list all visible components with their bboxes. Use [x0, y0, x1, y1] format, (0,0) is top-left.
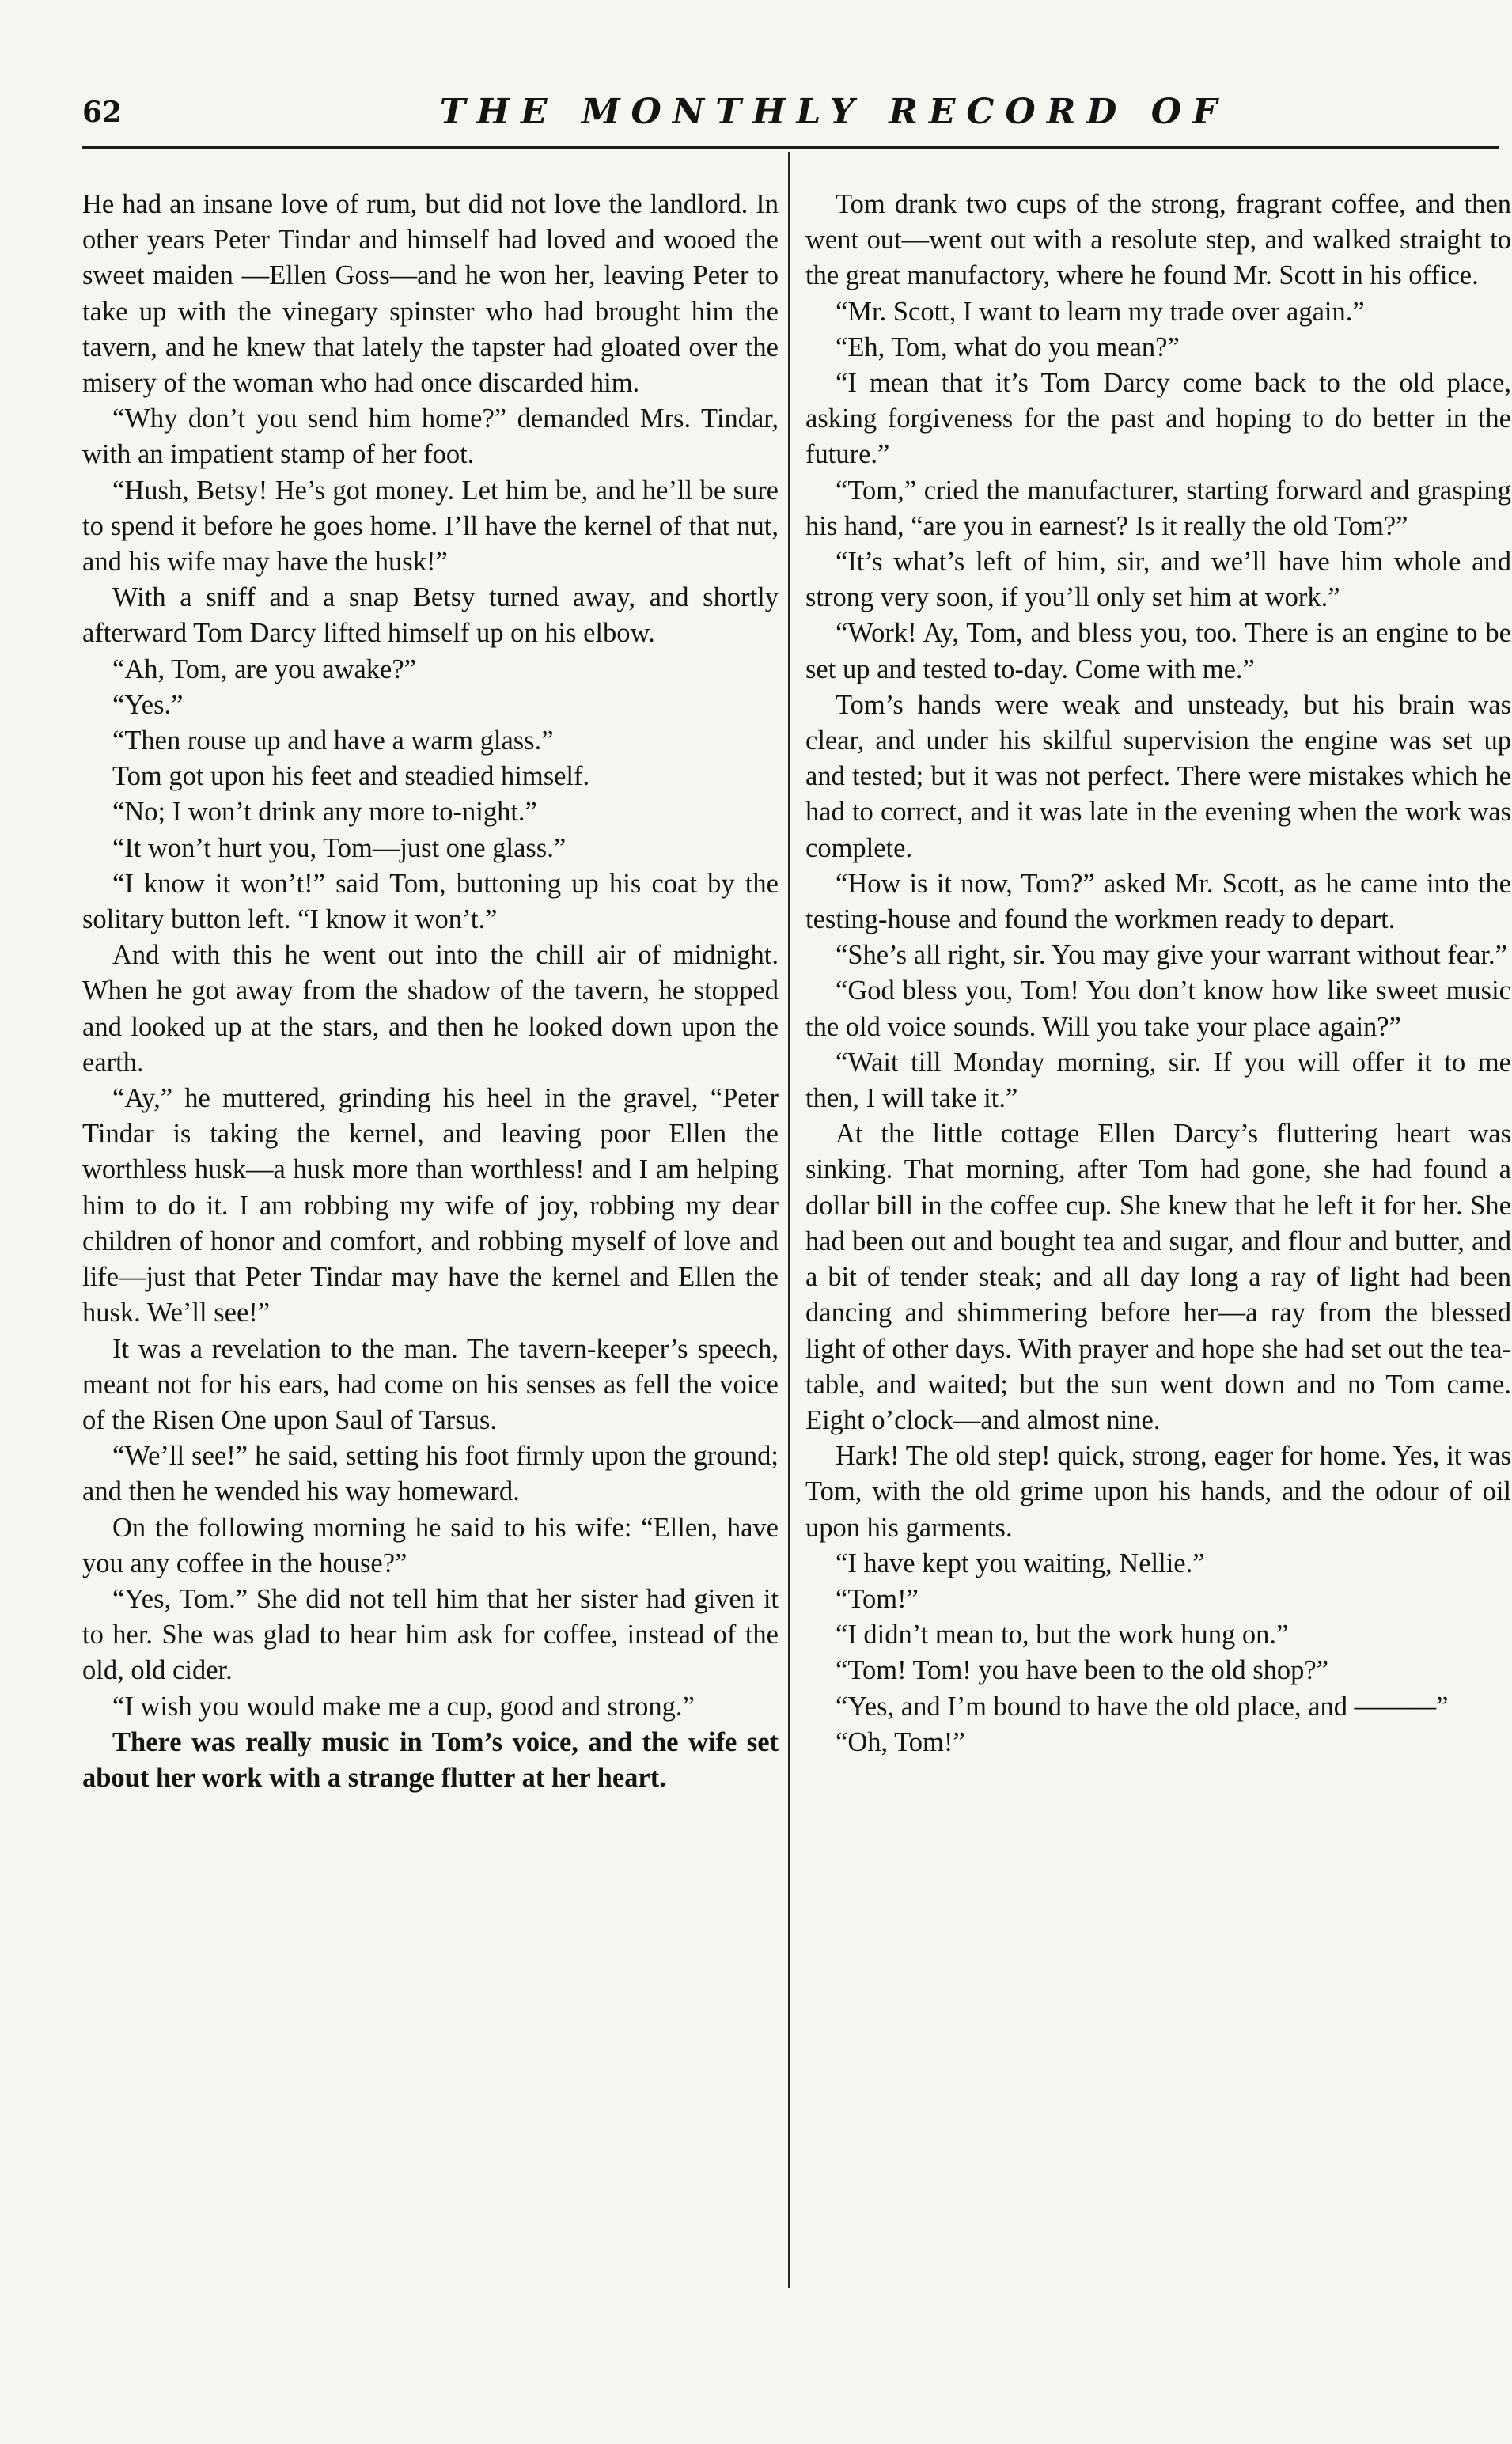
paragraph: “Mr. Scott, I want to learn my trade over again.” [836, 296, 1365, 327]
paragraph: He had an insane love of rum, but did not love the landlord. In other years Peter Tindar and himself had loved and wooed the sweet maiden —Ellen Goss—and he won her, leaving Peter to take up with the vinegary spinster who had brought him the tavern, and he knew that lately the tapster had gloated over the misery of the woman who had once discarded him. [82, 189, 779, 399]
paragraph: Tom drank two cups of the strong, fragrant coffee, and then went out—went out with a resolute step, and walked straight to the great manufactory, where he found Mr. Scott in his office. [805, 189, 1511, 291]
paragraph: It was a revelation to the man. The tavern-keeper’s speech, meant not for his ears, had come on his senses as fell the voice of the Risen One upon Saul of Tarsus. [82, 1333, 779, 1435]
column-divider [788, 152, 790, 2288]
paragraph: “Tom!” [836, 1583, 919, 1614]
paragraph: “I didn’t mean to, but the work hung on.” [836, 1620, 1289, 1650]
paragraph: “Hush, Betsy! He’s got money. Let him be, and he’ll be sure to spend it before he goes home. I’ll have the kernel of that nut, and his wife may have the husk!” [82, 475, 779, 578]
paragraph: “God bless you, Tom! You don’t know how like sweet music the old voice sounds. Will you take your place again?” [805, 976, 1511, 1042]
page-header [82, 89, 1495, 136]
paragraph: “We’ll see!” he said, setting his foot firmly upon the ground; and then he wended his way homeward. [82, 1441, 779, 1507]
paragraph: “I have kept you waiting, Nellie.” [836, 1548, 1205, 1578]
paragraph: “Ay,” he muttered, grinding his heel in the gravel, “Peter Tindar is taking the kernel, and leaving poor Ellen the worthless husk—a husk more than worthless! and I am helping him to do it. I am robbing my wife of joy, robbing my dear children of honor and comfort, and robbing myself of love and life—just that Peter Tindar may have the kernel and Ellen the husk. We’ll see!” [82, 1083, 779, 1328]
paragraph: With a sniff and a snap Betsy turned away, and shortly afterward Tom Darcy lifted himself up on his elbow. [82, 582, 779, 649]
paragraph: “I know it won’t!” said Tom, buttoning up his coat by the solitary button left. “I know it won’t.” [82, 868, 779, 935]
paragraph: “Yes, Tom.” She did not tell him that her sister had given it to her. She was glad to hear him ask for coffee, instead of the old, old cider. [82, 1583, 779, 1686]
paragraph: “Yes.” [112, 689, 184, 720]
paragraph: “Why don’t you send him home?” demanded Mrs. Tindar, with an impatient stamp of her foot. [82, 404, 779, 470]
paragraph: Tom got upon his feet and steadied himself. [112, 761, 590, 792]
left-column [82, 187, 779, 1796]
paragraph: “I mean that it’s Tom Darcy come back to the old place, asking forgiveness for the past and hoping to do better in the future.” [805, 368, 1511, 470]
paragraph: “Then rouse up and have a warm glass.” [112, 726, 554, 756]
paragraph: “Tom,” cried the manufacturer, starting forward and grasping his hand, “are you in earnest? Is it really the old Tom?” [805, 475, 1511, 541]
paragraph: At the little cottage Ellen Darcy’s fluttering heart was sinking. That morning, after Tom had gone, she had found a dollar bill in the coffee cup. She knew that he left it for her. She had been out and bought tea and sugar, and flour and butter, and a bit of tender steak; and all day long a ray of light had been dancing and shimmering before her—a ray from the blessed light of other days. With prayer and hope she had set out the tea-table, and waited; but the sun went down and no Tom came. Eight o’clock—and almost nine. [805, 1119, 1511, 1435]
paragraph: “Wait till Monday morning, sir. If you will offer it to me then, I will take it.” [805, 1047, 1511, 1114]
running-title: THE MONTHLY RECORD OF [439, 92, 1229, 132]
paragraph: “Ah, Tom, are you awake?” [112, 654, 416, 684]
page-number: 62 [82, 96, 123, 129]
paragraph: “No; I won’t drink any more to-night.” [112, 797, 537, 828]
paragraph: “Work! Ay, Tom, and bless you, too. There is an engine to be set up and tested to-day. Come with me.” [805, 618, 1511, 684]
paragraph: “Yes, and I’m bound to have the old place, and ———” [836, 1691, 1449, 1722]
paragraph: “I wish you would make me a cup, good and strong.” [112, 1691, 695, 1722]
paragraph: On the following morning he said to his wife: “Ellen, have you any coffee in the house?” [82, 1512, 779, 1578]
paragraph: “She’s all right, sir. You may give your warrant without fear.” [836, 940, 1507, 971]
paragraph: “It won’t hurt you, Tom—just one glass.” [112, 832, 567, 863]
paragraph: Hark! The old step! quick, strong, eager for home. Yes, it was Tom, with the old grime upon his hands, and the odour of oil upon his garments. [805, 1441, 1511, 1543]
paragraph: “It’s what’s left of him, sir, and we’ll have him whole and strong very soon, if you’ll only set him at work.” [805, 547, 1511, 613]
paragraph: “Eh, Tom, what do you mean?” [836, 332, 1180, 362]
paragraph: Tom’s hands were weak and unsteady, but his brain was clear, and under his skilful supervision the engine was set up and tested; but it was not perfect. There were mistakes which he had to correct, and it was late in the evening when the work was complete. [805, 689, 1511, 863]
paragraph: There was really music in Tom’s voice, and the wife set about her work with a strange flutter at her heart. [82, 1726, 779, 1793]
paragraph: “Tom! Tom! you have been to the old shop?” [836, 1655, 1329, 1686]
paragraph: And with this he went out into the chill air of midnight. When he got away from the shadow of the tavern, he stopped and looked up at the stars, and then he looked down upon the earth. [82, 940, 779, 1078]
paragraph: “Oh, Tom!” [836, 1726, 965, 1757]
header-rule [82, 146, 1499, 149]
right-column [805, 187, 1511, 1760]
paragraph: “How is it now, Tom?” asked Mr. Scott, as he came into the testing-house and found the workmen ready to depart. [805, 868, 1511, 935]
